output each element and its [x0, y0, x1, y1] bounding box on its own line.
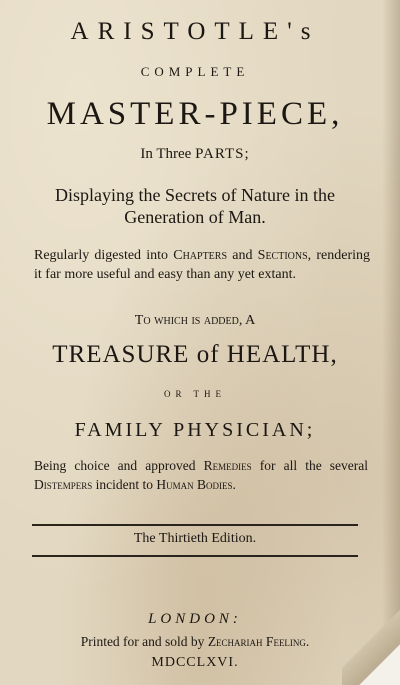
- parts-prefix: In Three: [140, 146, 192, 162]
- family-physician-title: FAMILY PHYSICIAN;: [74, 419, 316, 441]
- subtitle-line-1: Displaying the Secrets of Nature in the: [55, 185, 335, 205]
- remedies-paragraph: [34, 456, 368, 494]
- remedies-text-2: for all the several: [259, 458, 369, 473]
- rule-bottom: [32, 555, 358, 557]
- description-text-2: rendering it far more useful and easy than any yet extant.: [34, 248, 371, 282]
- year-line: MDCCLXVI.: [151, 655, 239, 670]
- treasure-title: TREASURE of HEALTH,: [52, 341, 338, 368]
- printer-name: Zechariah Feeling.: [207, 634, 310, 649]
- parts-word: PARTS;: [195, 146, 250, 162]
- complete-label: COMPLETE: [140, 64, 250, 79]
- remedies-text-3: incident to: [95, 477, 154, 492]
- description-text-1: Regularly digested into: [34, 248, 169, 263]
- description-sections: Sections,: [257, 248, 312, 263]
- description-and: and: [232, 248, 253, 263]
- main-title: MASTER-PIECE,: [46, 96, 344, 132]
- author-heading: ARISTOTLE's: [70, 18, 320, 45]
- edition-line: The Thirtieth Edition.: [133, 531, 257, 546]
- description-chapters: Chapters: [173, 248, 228, 263]
- parts-line: [0, 146, 390, 163]
- remedies-text-1: Being choice and approved: [34, 458, 196, 473]
- or-the-label: OR THE: [163, 389, 227, 399]
- added-line: To which is added, A: [134, 313, 256, 328]
- description-paragraph: [34, 246, 370, 284]
- rule-top: [32, 524, 358, 526]
- distempers-word: Distempers: [34, 477, 93, 492]
- subtitle-line-2: Generation of Man.: [124, 207, 266, 227]
- human-bodies-word: Human Bodies.: [156, 477, 236, 492]
- remedies-word: Remedies: [203, 458, 252, 473]
- page-corner-curl: [342, 605, 400, 685]
- city-line: LONDON:: [148, 611, 242, 627]
- printer-line: [0, 634, 390, 650]
- printer-prefix: Printed for and sold by: [80, 634, 205, 649]
